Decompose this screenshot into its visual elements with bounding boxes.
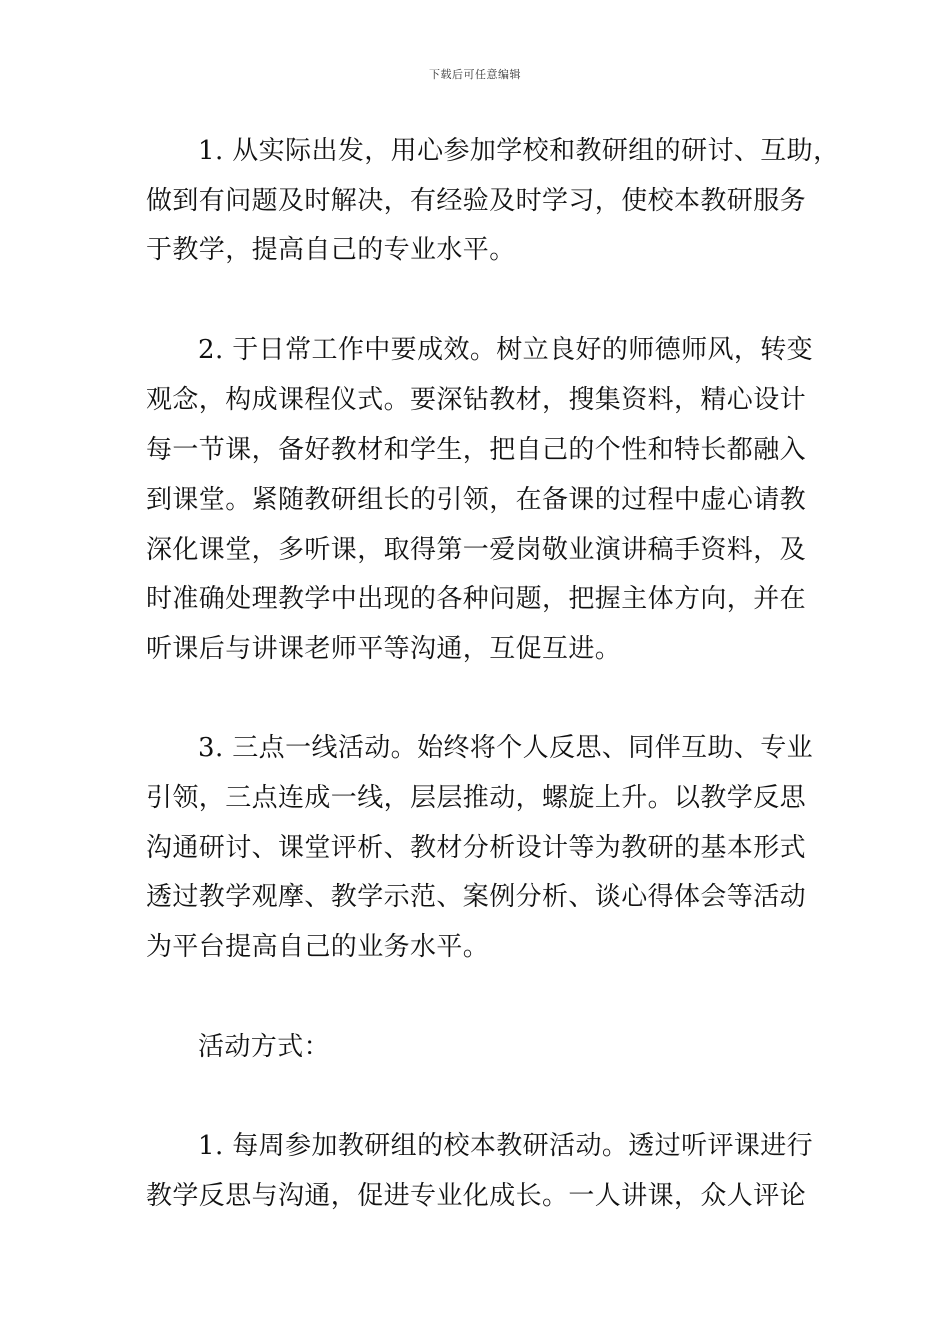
text-line: 为平台提高自己的业务水平。 <box>146 932 490 962</box>
text-line: 深化课堂，多听课，取得第一爱岗敬业演讲稿手资料，及 <box>146 535 807 565</box>
page-header-note: 下载后可任意编辑 <box>429 68 521 81</box>
text-line: 听课后与讲课老师平等沟通，互促互进。 <box>146 634 622 664</box>
text-line: 透过教学观摩、教学示范、案例分析、谈心得体会等活动 <box>146 882 807 912</box>
text-line: 观念，构成课程仪式。要深钻教材，搜集资料，精心设计 <box>146 385 807 415</box>
text-line: 做到有问题及时解决，有经验及时学习，使校本教研服务 <box>146 186 807 216</box>
text-line: 沟通研讨、课堂评析、教材分析设计等为教研的基本形式 <box>146 833 807 863</box>
section-heading: 活动方式： <box>198 1032 331 1062</box>
text-line: 每一节课，备好教材和学生，把自己的个性和特长都融入 <box>146 435 807 465</box>
text-line: 于教学，提高自己的专业水平。 <box>146 235 516 265</box>
text-line: 教学反思与沟通，促进专业化成长。一人讲课，众人评论 <box>146 1181 807 1211</box>
text-line: 1. 每周参加教研组的校本教研活动。透过听评课进行 <box>198 1131 814 1161</box>
text-line: 1. 从实际出发，用心参加学校和教研组的研讨、互助， <box>198 136 840 166</box>
text-line: 3. 三点一线活动。始终将个人反思、同伴互助、专业 <box>198 733 814 763</box>
text-line: 到课堂。紧随教研组长的引领，在备课的过程中虚心请教 <box>146 485 807 515</box>
text-line: 2. 于日常工作中要成效。树立良好的师德师风，转变 <box>198 335 814 365</box>
text-line: 引领，三点连成一线，层层推动，螺旋上升。以教学反思 <box>146 783 807 813</box>
text-line: 时准确处理教学中出现的各种问题，把握主体方向，并在 <box>146 584 807 614</box>
